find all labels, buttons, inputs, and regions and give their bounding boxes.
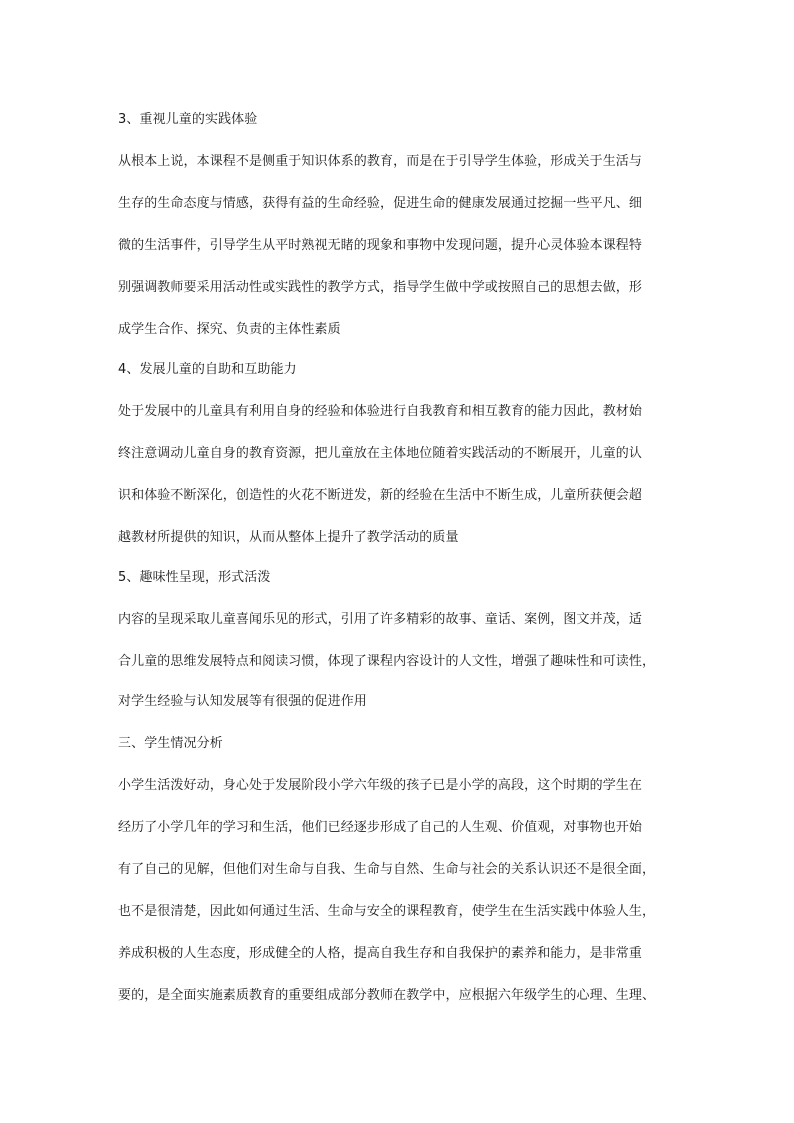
section-heading-student-analysis: 三、学生情况分析	[118, 736, 223, 751]
paragraph-line: 处于发展中的儿童具有利用自身的经验和体验进行自我教育和相互教育的能力因此，教材始	[118, 404, 643, 419]
paragraph-line: 越教材所提供的知识，从而从整体上提升了教学活动的质量	[118, 530, 459, 545]
paragraph-line: 经历了小学几年的学习和生活，他们已经逐步形成了自己的人生观、价值观，对事物也开始	[118, 820, 643, 835]
paragraph-line: 也不是很清楚，因此如何通过生活、生命与安全的课程教育，使学生在生活实践中体验人生，	[118, 904, 656, 919]
paragraph-line: 对学生经验与认知发展等有很强的促进作用	[118, 694, 367, 709]
paragraph-line: 要的，是全面实施素质教育的重要组成部分教师在教学中，应根据六年级学生的心理、生理、	[118, 988, 656, 1003]
section-heading-5: 5、趣味性呈现，形式活泼	[118, 570, 271, 585]
section-heading-4: 4、发展儿童的自助和互助能力	[118, 362, 297, 377]
paragraph-line: 内容的呈现采取儿童喜闻乐见的形式，引用了许多精彩的故事、童话、案例，图文并茂，适	[118, 612, 643, 627]
paragraph-line: 别强调教师要采用活动性或实践性的教学方式，指导学生做中学或按照自己的思想去做，形	[118, 280, 643, 295]
paragraph-line: 成学生合作、探究、负责的主体性素质	[118, 322, 341, 337]
section-heading-3: 3、重视儿童的实践体验	[118, 112, 258, 127]
paragraph-line: 终注意调动儿童自身的教育资源，把儿童放在主体地位随着实践活动的不断展开，儿童的认	[118, 446, 643, 461]
paragraph-line: 生存的生命态度与情感，获得有益的生命经验，促进生命的健康发展通过挖掘一些平凡、细	[118, 196, 643, 211]
paragraph-line: 合儿童的思维发展特点和阅读习惯，体现了课程内容设计的人文性，增强了趣味性和可读性，	[118, 654, 656, 669]
paragraph-line: 从根本上说，本课程不是侧重于知识体系的教育，而是在于引导学生体验，形成关于生活与	[118, 154, 643, 169]
paragraph-line: 小学生活泼好动，身心处于发展阶段小学六年级的孩子已是小学的高段，这个时期的学生在	[118, 778, 643, 793]
paragraph-line: 有了自己的见解，但他们对生命与自我、生命与自然、生命与社会的关系认识还不是很全面，	[118, 862, 656, 877]
paragraph-line: 识和体验不断深化，创造性的火花不断迸发，新的经验在生活中不断生成，儿童所获便会超	[118, 488, 643, 503]
paragraph-line: 微的生活事件，引导学生从平时熟视无睹的现象和事物中发现问题，提升心灵体验本课程特	[118, 238, 643, 253]
paragraph-line: 养成积极的人生态度，形成健全的人格，提高自我生存和自我保护的素养和能力，是非常重	[118, 946, 643, 961]
